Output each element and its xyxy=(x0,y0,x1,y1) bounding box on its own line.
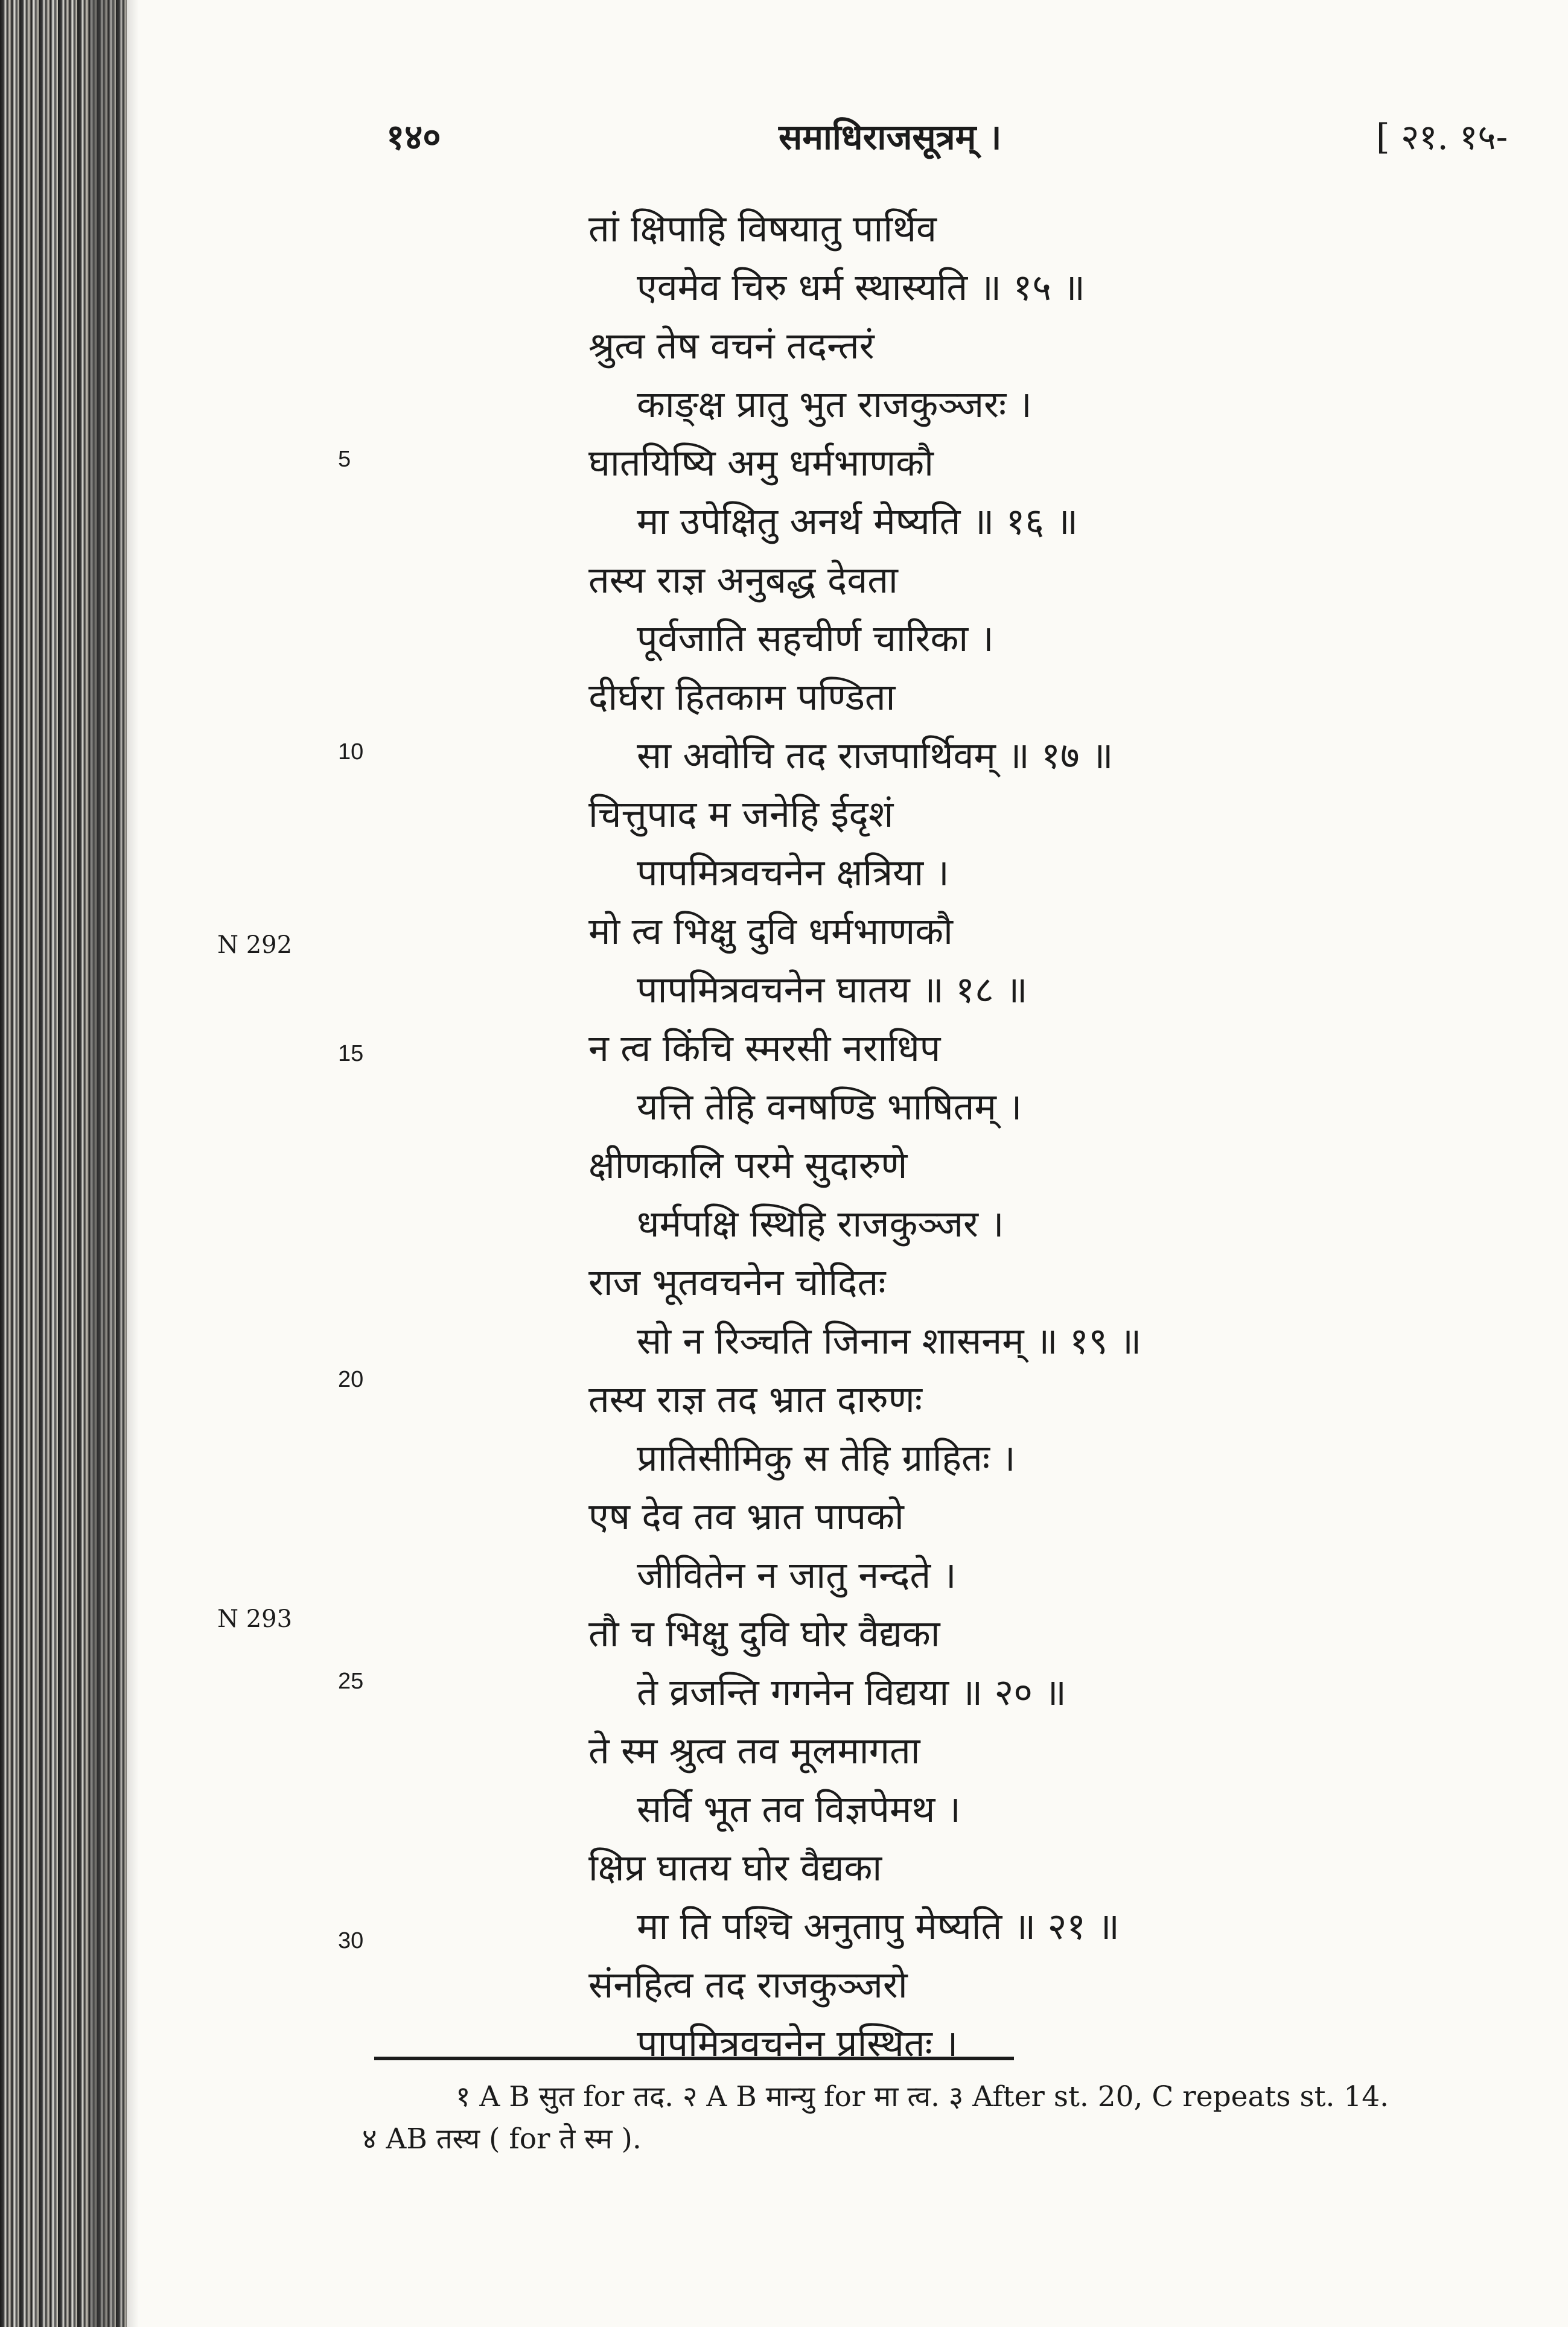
verse-line: पापमित्रवचनेन घातय ॥ १८ ॥ xyxy=(637,969,1028,1011)
line-number: 25 xyxy=(338,1669,364,1694)
verse-line: क्षिप्र घातय घोर वैद्यका xyxy=(588,1847,882,1889)
footnote-rule xyxy=(374,2057,1014,2060)
verse-line: एष देव तव भ्रात पापको xyxy=(588,1495,904,1538)
verse-line: पूर्वजाति सहचीर्ण चारिका । xyxy=(637,617,994,660)
line-number: 5 xyxy=(338,447,351,472)
page-number: १४० xyxy=(386,116,441,158)
verse-line: न त्व किंचि स्मरसी नराधिप xyxy=(588,1027,941,1070)
verse-line: घातयिष्यि अमु धर्मभाणकौ xyxy=(588,442,934,485)
verse-line: धर्मपक्षि स्थिहि राजकुञ्जर । xyxy=(637,1203,1004,1246)
verse-line: तां क्षिपाहि विषयातु पार्थिव xyxy=(588,208,937,250)
verse-line: यत्ति तेहि वनषण्डि भाषितम् । xyxy=(637,1086,1022,1128)
verse-line: तस्य राज्ञ अनुबद्ध देवता xyxy=(588,559,898,602)
footnote-line: १ A B सुत for तद. २ A B मान्यु for मा त्व. ३ After st. 20, C repeats st. 14. xyxy=(456,2080,1389,2113)
verse-line: श्रुत्व तेष वचनं तदन्तरं xyxy=(588,325,875,368)
verse-line: सर्वि भूत तव विज्ञपेमथ । xyxy=(637,1788,961,1831)
verse-line: प्रातिसीमिकु स तेहि ग्राहितः । xyxy=(637,1437,1016,1480)
line-number: 20 xyxy=(338,1367,364,1392)
verse-line: मा ति पश्चि अनुतापु मेष्यति ॥ २१ ॥ xyxy=(637,1905,1120,1948)
verse-line: दीर्घरा हितकाम पण्डिता xyxy=(588,676,896,719)
verse-line: तस्य राज्ञ तद भ्रात दारुणः xyxy=(588,1378,922,1421)
line-number: 10 xyxy=(338,739,364,765)
footnote-line: ४ AB तस्य ( for ते स्म ). xyxy=(362,2122,642,2156)
verse-line: सो न रिञ्चति जिनान शासनम् ॥ १९ ॥ xyxy=(637,1320,1142,1363)
verse-line: संनहित्व तद राजकुञ्जरो xyxy=(588,1964,908,2007)
verse-line: ते व्रजन्ति गगनेन विद्यया ॥ २० ॥ xyxy=(637,1671,1066,1714)
verse-line: एवमेव चिरु धर्म स्थास्यति ॥ १५ ॥ xyxy=(637,266,1085,309)
verse-line: पापमित्रवचनेन प्रस्थितः । xyxy=(637,2022,958,2065)
verse-line: काङ्क्ष प्रातु भुत राजकुञ्जरः । xyxy=(637,383,1032,426)
running-title: समाधिराजसूत्रम् । xyxy=(779,116,1002,158)
verse-line: ते स्म श्रुत्व तव मूलमागता xyxy=(588,1730,920,1772)
verse-line: सा अवोचि तद राजपार्थिवम् ॥ १७ ॥ xyxy=(637,734,1114,777)
verse-line: राज भूतवचनेन चोदितः xyxy=(588,1261,886,1304)
line-number: 30 xyxy=(338,1928,364,1953)
manuscript-reference: N 293 xyxy=(217,1605,293,1633)
verse-line: जीवितेन न जातु नन्दते । xyxy=(637,1554,957,1597)
verse-line: मा उपेक्षितु अनर्थ मेष्यति ॥ १६ ॥ xyxy=(637,500,1079,543)
verse-line: मो त्व भिक्षु दुवि धर्मभाणकौ xyxy=(588,910,953,953)
manuscript-reference: N 292 xyxy=(217,931,293,959)
verse-line: क्षीणकालि परमे सुदारुणे xyxy=(588,1144,908,1187)
section-reference: [ २१. १५- xyxy=(1376,116,1508,158)
verse-line: तौ च भिक्षु दुवि घोर वैद्यका xyxy=(588,1612,940,1655)
verse-line: चित्तुपाद म जनेहि ईदृशं xyxy=(588,793,894,836)
verse-line: पापमित्रवचनेन क्षत्रिया । xyxy=(637,852,949,894)
gutter-shadow xyxy=(91,0,139,2327)
line-number: 15 xyxy=(338,1041,364,1066)
